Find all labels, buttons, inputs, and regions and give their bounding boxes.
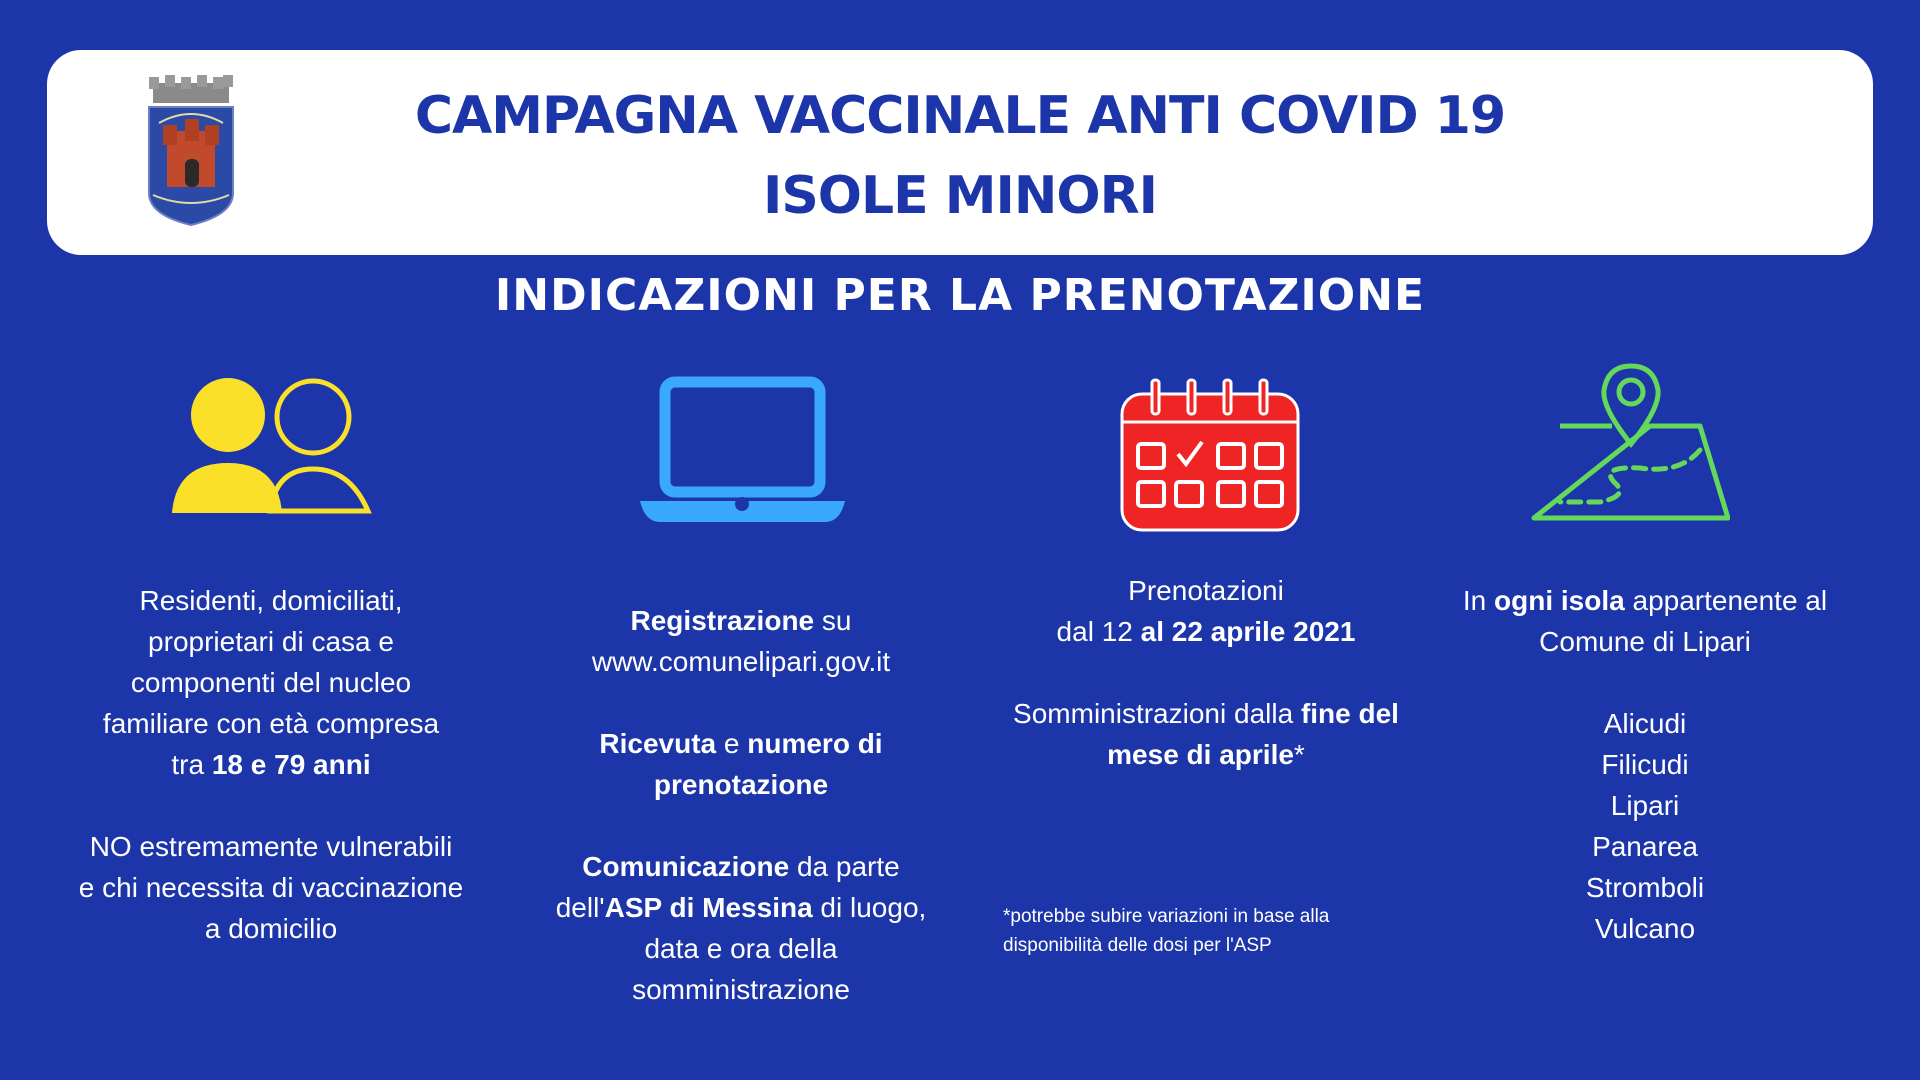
communication-line: somministrazione xyxy=(632,974,850,1005)
communication-line: data e ora della xyxy=(644,933,838,964)
laptop-icon xyxy=(640,376,845,524)
registration-column xyxy=(530,600,952,1010)
administration-line: mese di aprile* xyxy=(1107,739,1305,770)
calendar-icon xyxy=(1118,378,1302,534)
exclusion-line: NO estremamente vulnerabili xyxy=(89,831,453,862)
booking-dates: dal 12 al 22 aprile 2021 xyxy=(1056,616,1356,647)
registration-url: www.comunelipari.gov.it xyxy=(591,646,891,677)
booking-line: Prenotazioni xyxy=(1128,575,1284,606)
exclusion-line: a domicilio xyxy=(204,913,338,944)
receipt-line: Ricevuta e numero di xyxy=(599,728,883,759)
eligibility-line: proprietari di casa e xyxy=(148,626,394,657)
islands-column xyxy=(1440,580,1850,949)
registration-line: Registrazione su xyxy=(630,605,852,636)
eligibility-line: familiare con età compresa xyxy=(102,708,440,739)
page-title-line2: ISOLE MINORI xyxy=(763,166,1157,226)
people-icon xyxy=(170,375,375,515)
island-item: Vulcano xyxy=(1594,913,1696,944)
exclusion-line: e chi necessita di vaccinazione xyxy=(78,872,464,903)
eligibility-age-line: tra 18 e 79 anni xyxy=(171,749,371,780)
municipal-crest-icon xyxy=(145,75,237,227)
eligibility-line: Residenti, domiciliati, xyxy=(139,585,403,616)
age-range: 18 e 79 anni xyxy=(211,749,371,780)
communication-line: Comunicazione da parte xyxy=(582,851,900,882)
islands-intro: In ogni isola appartenente al xyxy=(1462,585,1828,616)
footnote-line: disponibilità delle dosi per l'ASP xyxy=(1003,935,1272,956)
page-title-line1: CAMPAGNA VACCINALE ANTI COVID 19 xyxy=(414,86,1506,146)
receipt-line: prenotazione xyxy=(653,769,829,800)
footnote xyxy=(1003,902,1423,960)
booking-dates-column xyxy=(990,570,1422,775)
eligibility-column xyxy=(55,580,487,949)
header-card xyxy=(47,50,1873,255)
island-item: Lipari xyxy=(1610,790,1680,821)
eligibility-line: componenti del nucleo xyxy=(130,667,412,698)
island-item: Filicudi xyxy=(1601,749,1689,780)
section-subtitle: INDICAZIONI PER LA PRENOTAZIONE xyxy=(494,270,1426,321)
communication-line: dell'ASP di Messina di luogo, xyxy=(555,892,927,923)
map-pin-icon xyxy=(1530,362,1730,522)
island-item: Alicudi xyxy=(1603,708,1687,739)
footnote-line: *potrebbe subire variazioni in base alla xyxy=(1003,906,1330,927)
island-item: Panarea xyxy=(1592,831,1698,862)
islands-intro: Comune di Lipari xyxy=(1539,626,1751,657)
island-item: Stromboli xyxy=(1585,872,1705,903)
administration-line: Somministrazioni dalla fine del xyxy=(1013,698,1399,729)
